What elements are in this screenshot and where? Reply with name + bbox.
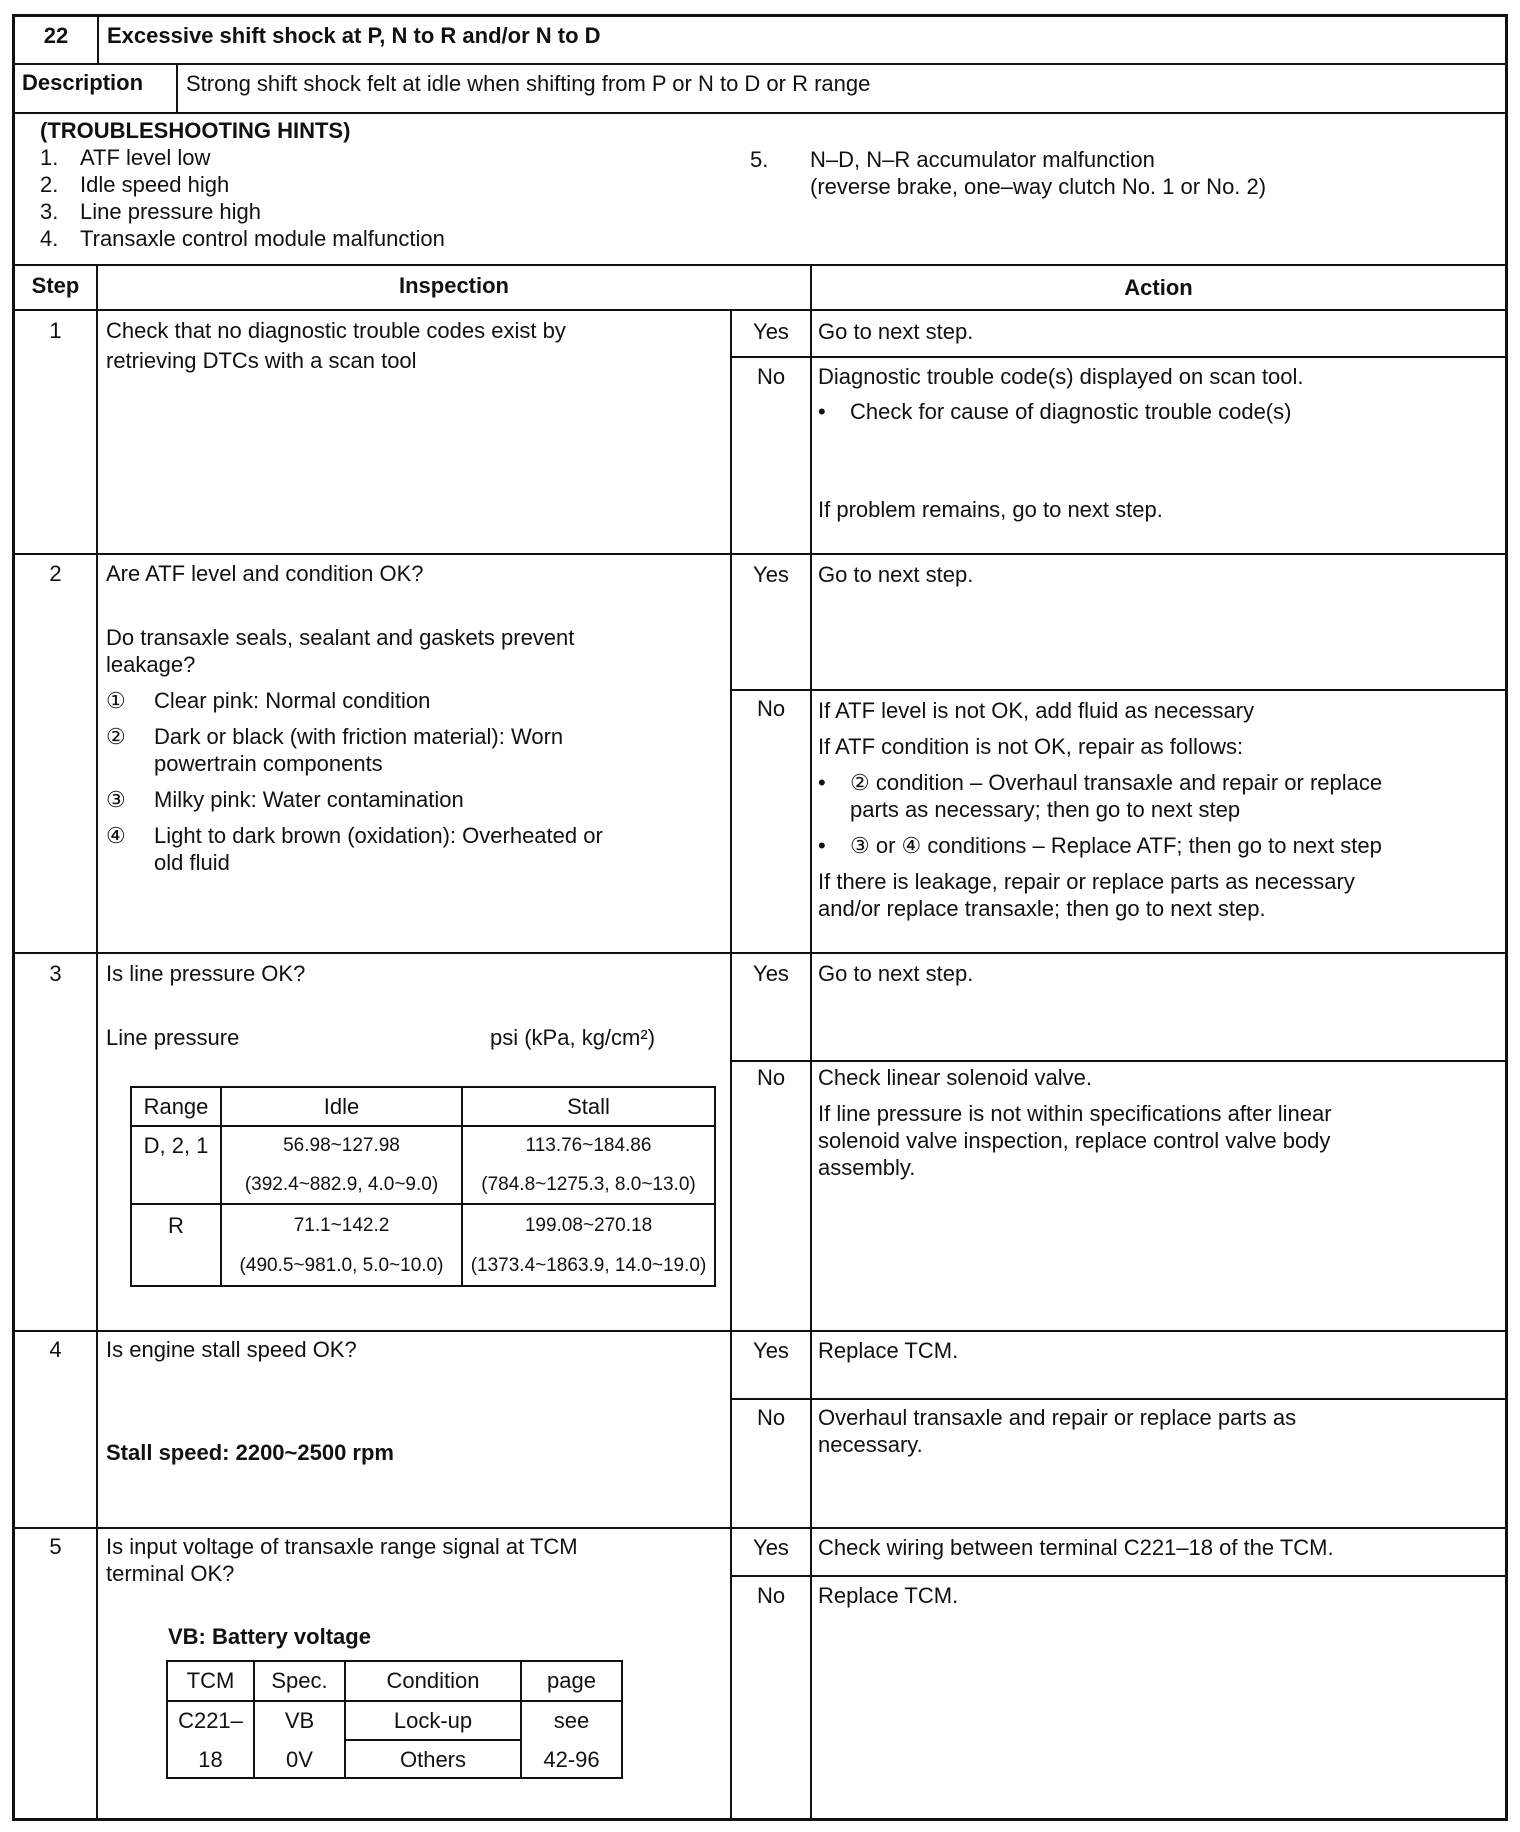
column-header-action: Action <box>1124 275 1193 300</box>
step-number: 2 <box>49 561 62 586</box>
no-action-bullet: • ② condition – Overhaul transaxle and repair or replace <box>818 770 1383 795</box>
no-action: Check linear solenoid valve. <box>818 1065 1092 1090</box>
yes-action: Go to next step. <box>818 319 974 344</box>
description-label: Description <box>22 70 144 95</box>
step-number: 1 <box>49 318 62 343</box>
inspection-text: Is line pressure OK? <box>106 961 306 986</box>
table-cell: VB <box>284 1708 315 1733</box>
table-cell: (490.5~981.0, 5.0~10.0) <box>239 1255 444 1276</box>
hint-item: 4. Transaxle control module malfunction <box>40 226 445 251</box>
hints-title: (TROUBLESHOOTING HINTS) <box>40 118 351 143</box>
inspection-text: terminal OK? <box>106 1561 235 1586</box>
table-cell: 71.1~142.2 <box>293 1215 390 1236</box>
no-label: No <box>756 1065 786 1090</box>
no-action-bullet: • Check for cause of diagnostic trouble code(s) <box>818 399 1292 424</box>
table-header: Spec. <box>271 1668 328 1693</box>
description-text: Strong shift shock felt at idle when shifting from P or N to D or R range <box>186 71 871 96</box>
no-action: Diagnostic trouble code(s) displayed on scan tool. <box>818 364 1304 389</box>
column-header-inspection: Inspection <box>398 273 509 298</box>
no-action: If problem remains, go to next step. <box>818 497 1163 522</box>
step-number: 5 <box>49 1534 62 1559</box>
table-header: Range <box>143 1094 209 1119</box>
yes-label: Yes <box>753 1535 789 1560</box>
table-cell: (784.8~1275.3, 8.0~13.0) <box>481 1174 696 1195</box>
yes-action: Go to next step. <box>818 562 974 587</box>
pressure-units: psi (kPa, kg/cm²) <box>490 1025 656 1050</box>
hint-item: 5. N–D, N–R accumulator malfunction <box>750 147 1155 172</box>
table-cell: see <box>553 1708 590 1733</box>
no-action: and/or replace transaxle; then go to next step. <box>818 896 1266 921</box>
table-header: page <box>547 1668 596 1693</box>
no-action: assembly. <box>818 1155 916 1180</box>
yes-label: Yes <box>753 961 789 986</box>
table-header: Condition <box>386 1668 480 1693</box>
no-action: solenoid valve inspection, replace control valve body <box>818 1128 1331 1153</box>
procedure-number: 22 <box>43 23 69 48</box>
table-header: TCM <box>186 1668 235 1693</box>
bullet-icon: • <box>818 770 826 795</box>
hint-item-continued: (reverse brake, one–way clutch No. 1 or No. 2) <box>810 174 1267 199</box>
inspection-text: Are ATF level and condition OK? <box>106 561 424 586</box>
table-cell: (1373.4~1863.9, 14.0~19.0) <box>470 1255 707 1276</box>
table-cell: Others <box>399 1747 467 1772</box>
inspection-text: Do transaxle seals, sealant and gaskets prevent <box>106 625 575 650</box>
no-action: Overhaul transaxle and repair or replace parts as <box>818 1405 1297 1430</box>
no-action: If ATF condition is not OK, repair as follows: <box>818 734 1244 759</box>
inspection-text: leakage? <box>106 652 196 677</box>
table-cell: 18 <box>198 1747 223 1772</box>
table-cell: 42-96 <box>543 1747 600 1772</box>
bullet-icon: • <box>818 833 826 858</box>
condition-item: ① Clear pink: Normal condition <box>106 688 431 713</box>
no-label: No <box>756 1583 786 1608</box>
table-cell: (392.4~882.9, 4.0~9.0) <box>244 1174 439 1195</box>
no-action-bullet: • ③ or ④ conditions – Replace ATF; then go to next step <box>818 833 1382 858</box>
hint-item: 1. ATF level low <box>40 145 211 170</box>
no-label: No <box>756 364 786 389</box>
step-number: 4 <box>49 1337 62 1362</box>
no-action: If line pressure is not within specifications after linear <box>818 1101 1332 1126</box>
yes-label: Yes <box>753 562 789 587</box>
condition-item: ② Dark or black (with friction material): Worn <box>106 724 564 749</box>
step-number: 3 <box>49 961 62 986</box>
column-header-step: Step <box>31 273 80 298</box>
no-action-continued: parts as necessary; then go to next step <box>850 797 1241 822</box>
table-cell: 199.08~270.18 <box>524 1215 653 1236</box>
table-cell: 56.98~127.98 <box>283 1135 400 1156</box>
hint-item: 2. Idle speed high <box>40 172 230 197</box>
yes-action: Go to next step. <box>818 961 974 986</box>
condition-item-continued: old fluid <box>154 850 230 875</box>
hint-item: 3. Line pressure high <box>40 199 262 224</box>
voltage-legend: VB: Battery voltage <box>168 1624 371 1649</box>
no-label: No <box>756 1405 786 1430</box>
yes-action: Check wiring between terminal C221–18 of the TCM. <box>818 1535 1334 1560</box>
no-action: If ATF level is not OK, add fluid as necessary <box>818 698 1255 723</box>
table-header: Idle <box>323 1094 360 1119</box>
yes-label: Yes <box>753 319 789 344</box>
inspection-text: Is engine stall speed OK? <box>106 1337 357 1362</box>
no-action: If there is leakage, repair or replace parts as necessary <box>818 869 1355 894</box>
stall-speed-spec: Stall speed: 2200~2500 rpm <box>106 1440 394 1465</box>
inspection-text: Is input voltage of transaxle range signal at TCM <box>106 1534 578 1559</box>
condition-item: ④ Light to dark brown (oxidation): Overheated or <box>106 823 603 848</box>
procedure-title: Excessive shift shock at P, N to R and/or N to D <box>107 23 601 48</box>
table-cell: 0V <box>286 1747 313 1772</box>
inspection-text: Line pressure <box>106 1025 240 1050</box>
inspection-text: retrieving DTCs with a scan tool <box>106 348 417 373</box>
no-action: Replace TCM. <box>818 1583 959 1608</box>
table-cell: D, 2, 1 <box>143 1133 209 1158</box>
table-cell: 113.76~184.86 <box>525 1135 652 1156</box>
no-label: No <box>756 696 786 721</box>
table-cell: Lock-up <box>393 1708 473 1733</box>
condition-item: ③ Milky pink: Water contamination <box>106 787 464 812</box>
inspection-text: Check that no diagnostic trouble codes exist by <box>106 318 566 343</box>
table-header: Stall <box>567 1094 610 1119</box>
no-action: necessary. <box>818 1432 923 1457</box>
table-cell: R <box>168 1213 184 1238</box>
condition-item-continued: powertrain components <box>154 751 383 776</box>
table-cell: C221– <box>178 1708 243 1733</box>
yes-label: Yes <box>753 1338 789 1363</box>
yes-action: Replace TCM. <box>818 1338 959 1363</box>
bullet-icon: • <box>818 399 826 424</box>
